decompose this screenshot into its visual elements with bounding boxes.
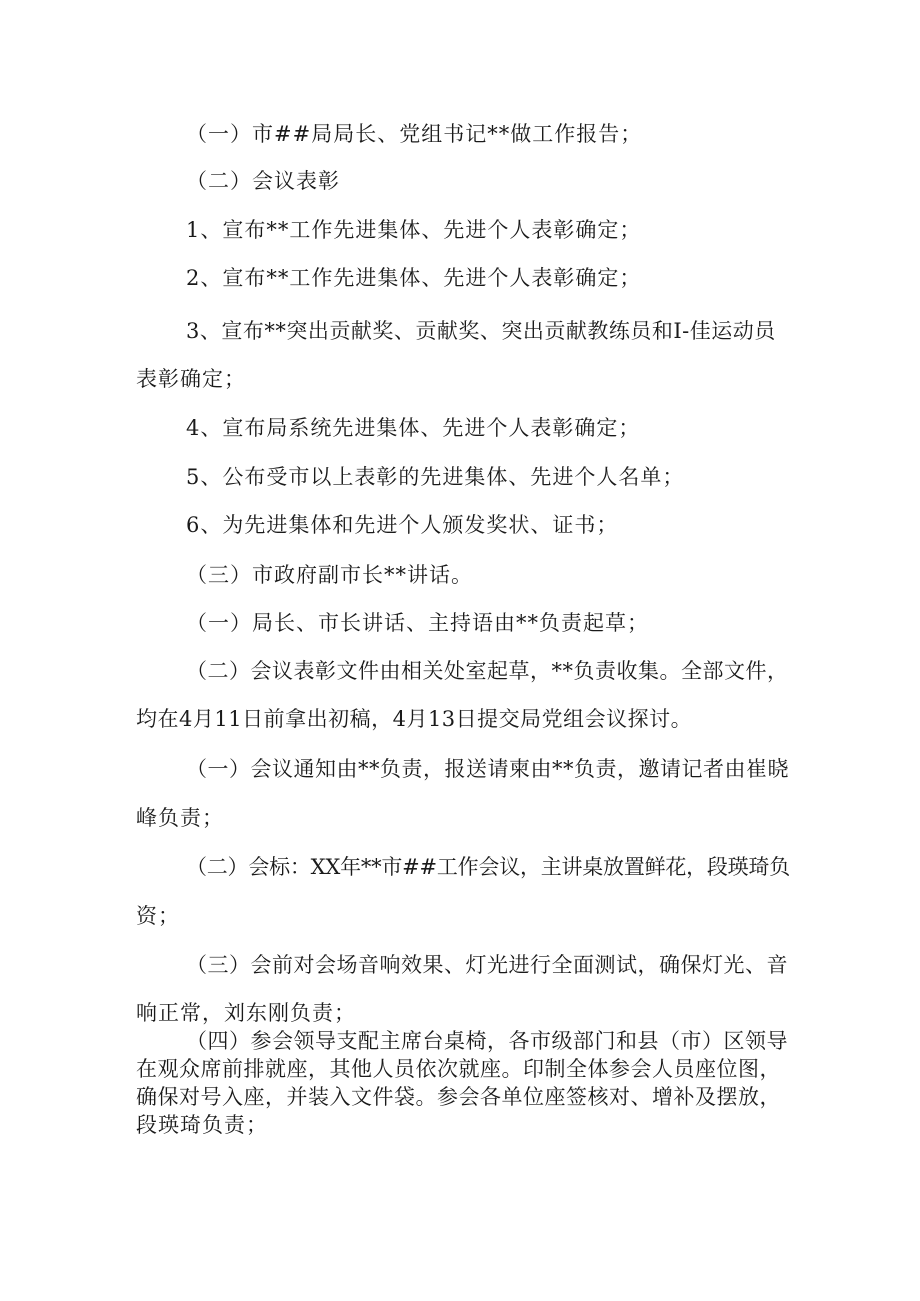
task-commendation-documents-continued: 均在4月11日前拿出初稿，4月13日提交局党组会议探讨。 [136, 707, 693, 731]
task-meeting-notice-continued: 峰负责； [136, 806, 224, 830]
commendation-item-4: 4、宣布局系统先进集体、先进个人表彰确定； [186, 416, 641, 440]
agenda-item-2-commendation: （二）会议表彰 [186, 169, 340, 193]
task-seating-arrangement: （四）参会领导支配主席台桌椅，各市级部门和县（市）区领导 [186, 1029, 788, 1053]
task-commendation-documents: （二）会议表彰文件由相关处室起草，**负责收集。全部文件， [186, 659, 789, 683]
task-audio-lighting-test: （三）会前对会场音响效果、灯光进行全面测试，确保灯光、音 [186, 953, 788, 977]
task-audio-lighting-test-continued: 响正常，刘东刚负责； [136, 1001, 356, 1025]
commendation-item-1: 1、宣布**工作先进集体、先进个人表彰确定； [186, 218, 642, 242]
agenda-item-1-report: （一）市##局局长、党组书记**做工作报告； [186, 122, 643, 146]
task-banner-flowers-continued: 资； [136, 904, 180, 928]
commendation-item-3: 3、宣布**突出贡献奖、贡献奖、突出贡献教练员和I-佳运动员 [186, 319, 776, 343]
task-seating-arrangement-line-2: 在观众席前排就座，其他人员依次就座。印制全体参会人员座位图， [136, 1057, 781, 1081]
agenda-item-3-speech: （三）市政府副市长**讲话。 [186, 563, 473, 587]
commendation-item-6: 6、为先进集体和先进个人颁发奖状、证书； [186, 513, 619, 537]
task-drafting-speeches: （一）局长、市长讲话、主持语由**负责起草； [186, 611, 649, 635]
commendation-item-5: 5、公布受市以上表彰的先进集体、先进个人名单； [186, 465, 685, 489]
commendation-item-2: 2、宣布**工作先进集体、先进个人表彰确定； [186, 266, 642, 290]
task-banner-flowers: （二）会标：XX年**市##工作会议，主讲桌放置鲜花，段瑛琦负 [186, 855, 790, 879]
commendation-item-3-continued: 表彰确定； [136, 367, 246, 391]
task-seating-arrangement-line-4: 段瑛琦负责； [136, 1113, 268, 1137]
task-meeting-notice: （一）会议通知由**负责，报送请柬由**负责，邀请记者由崔晓 [186, 757, 789, 781]
task-seating-arrangement-line-3: 确保对号入座，并装入文件袋。参会各单位座签核对、增补及摆放， [136, 1085, 781, 1109]
